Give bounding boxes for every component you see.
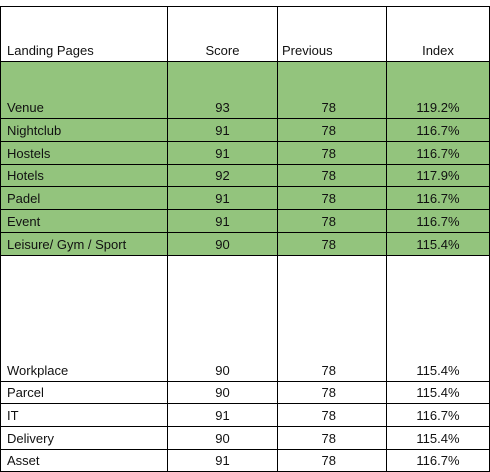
cell-previous[interactable]: 78 [278,119,387,142]
cell-score[interactable]: 90 [168,256,278,382]
cell-index[interactable]: 115.4% [387,256,490,382]
table-row [0,62,490,119]
cell-landing-page[interactable]: Parcel [0,382,168,404]
cell-index[interactable]: 116.7% [387,119,490,142]
cell-landing-page[interactable]: Hotels [0,165,168,187]
cell-index[interactable]: 117.9% [387,165,490,187]
cell-previous[interactable]: 78 [278,165,387,187]
cell-previous[interactable]: 78 [278,62,387,119]
cell-previous[interactable]: 78 [278,210,387,233]
cell-score[interactable]: 92 [168,165,278,187]
cell-index[interactable]: 116.7% [387,450,490,472]
cell-landing-page[interactable]: Workplace [0,256,168,382]
cell-previous[interactable]: 78 [278,450,387,472]
cell-previous[interactable]: 78 [278,382,387,404]
header-previous[interactable]: Previous [278,6,387,62]
table-row [0,404,490,427]
cell-score[interactable]: 90 [168,233,278,256]
cell-previous[interactable]: 78 [278,427,387,450]
table-row [0,256,490,382]
cell-index[interactable]: 115.4% [387,233,490,256]
cell-score[interactable]: 93 [168,62,278,119]
cell-previous[interactable]: 78 [278,233,387,256]
cell-score[interactable]: 90 [168,382,278,404]
cell-landing-page[interactable]: Leisure/ Gym / Sport [0,233,168,256]
cell-previous[interactable]: 78 [278,404,387,427]
cell-previous[interactable]: 78 [278,187,387,210]
cell-index[interactable]: 116.7% [387,404,490,427]
table-row [0,450,490,472]
table-row [0,382,490,404]
header-score[interactable]: Score [168,6,278,62]
cell-index[interactable]: 115.4% [387,382,490,404]
cell-landing-page[interactable]: Padel [0,187,168,210]
cell-landing-page[interactable]: IT [0,404,168,427]
cell-score[interactable]: 91 [168,450,278,472]
table-row [0,187,490,210]
cell-index[interactable]: 115.4% [387,427,490,450]
header-landing-pages[interactable]: Landing Pages [0,6,168,62]
table-row [0,165,490,187]
cell-landing-page[interactable]: Delivery [0,427,168,450]
cell-index[interactable]: 116.7% [387,210,490,233]
cell-score[interactable]: 90 [168,427,278,450]
cell-score[interactable]: 91 [168,404,278,427]
table-row [0,210,490,233]
table-row [0,233,490,256]
cell-landing-page[interactable]: Event [0,210,168,233]
cell-score[interactable]: 91 [168,119,278,142]
cell-landing-page[interactable]: Venue [0,62,168,119]
table-row [0,142,490,165]
cell-landing-page[interactable]: Asset [0,450,168,472]
header-row [0,6,490,62]
cell-landing-page[interactable]: Nightclub [0,119,168,142]
cell-score[interactable]: 91 [168,187,278,210]
cell-landing-page[interactable]: Hostels [0,142,168,165]
cell-score[interactable]: 91 [168,210,278,233]
header-index[interactable]: Index [387,6,490,62]
cell-previous[interactable]: 78 [278,142,387,165]
table-row [0,427,490,450]
cell-index[interactable]: 116.7% [387,142,490,165]
cell-index[interactable]: 116.7% [387,187,490,210]
cell-previous[interactable]: 78 [278,256,387,382]
cell-score[interactable]: 91 [168,142,278,165]
cell-index[interactable]: 119.2% [387,62,490,119]
table-row [0,119,490,142]
